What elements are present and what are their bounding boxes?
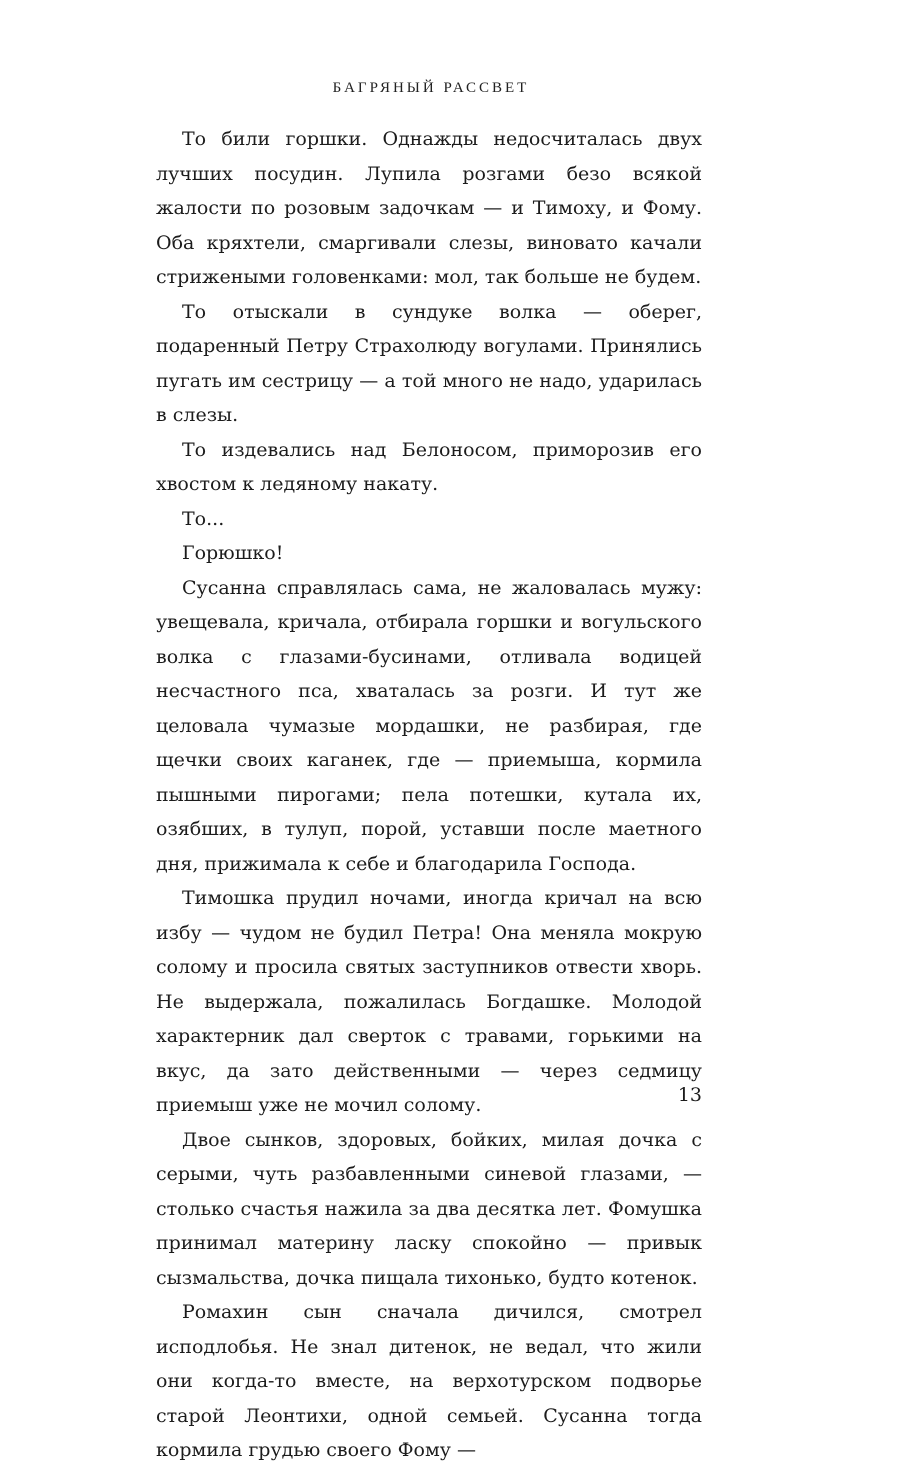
paragraph: Сусанна справлялась сама, не жаловалась мужу: увещевала, кричала, отбирала горшки и вогульского волка с глазами-бусинами, отливала водицей несчастного пса, хваталась за розги. И тут же целовала чумазые мордашки, не разбирая, где щечки своих каганек, где — приемыша, кормила пышными пирогами; пела потешки, кутала их, озябших, в тулуп, порой, уставши после маетного дня, прижимала к себе и благодарила Господа. <box>156 576 702 875</box>
paragraph: Тимошка прудил ночами, иногда кричал на всю избу — чудом не будил Петра! Она меняла мокрую солому и просила святых заступников отвести хворь. Не выдержала, пожалилась Богдашке. Молодой характерник дал сверток с травами, горькими на вкус, да зато действенными — через седмицу приемыш уже не мочил солому. <box>156 887 702 1116</box>
body-text <box>156 122 702 1468</box>
paragraph: Горюшко! <box>182 542 284 564</box>
running-head: БАГРЯНЫЙ РАССВЕТ <box>332 80 530 96</box>
page-number: 13 <box>677 1084 702 1106</box>
paragraph: То издевались над Белоносом, приморозив его хвостом к ледяному накату. <box>156 438 702 495</box>
paragraph: Ромахин сын сначала дичился, смотрел исподлобья. Не знал дитенок, не ведал, что жили они когда-то вместе, на верхотурском подворье старой Леонтихи, одной семьей. Сусанна тогда кормила грудью своего Фому — <box>156 1301 702 1461</box>
paragraph: Двое сынков, здоровых, бойких, милая дочка с серыми, чуть разбавленными синевой глазами, — столько счастья нажила за два десятка лет. Фомушка принимал материну ласку спокойно — привык сызмальства, дочка пищала тихонько, будто котенок. <box>156 1128 702 1289</box>
paragraph: То отыскали в сундуке волка — оберег, подаренный Петру Страхолюду вогулами. Принялись пугать им сестрицу — а той много не надо, ударилась в слезы. <box>156 300 702 426</box>
paragraph: То... <box>182 507 225 530</box>
paragraph: То били горшки. Однажды недосчиталась двух лучших посудин. Лупила розгами безо всякой жалости по розовым задочкам — и Тимоху, и Фому. Оба кряхтели, смаргивали слезы, виновато качали стрижеными головенками: мол, так больше не будем. <box>156 128 702 288</box>
